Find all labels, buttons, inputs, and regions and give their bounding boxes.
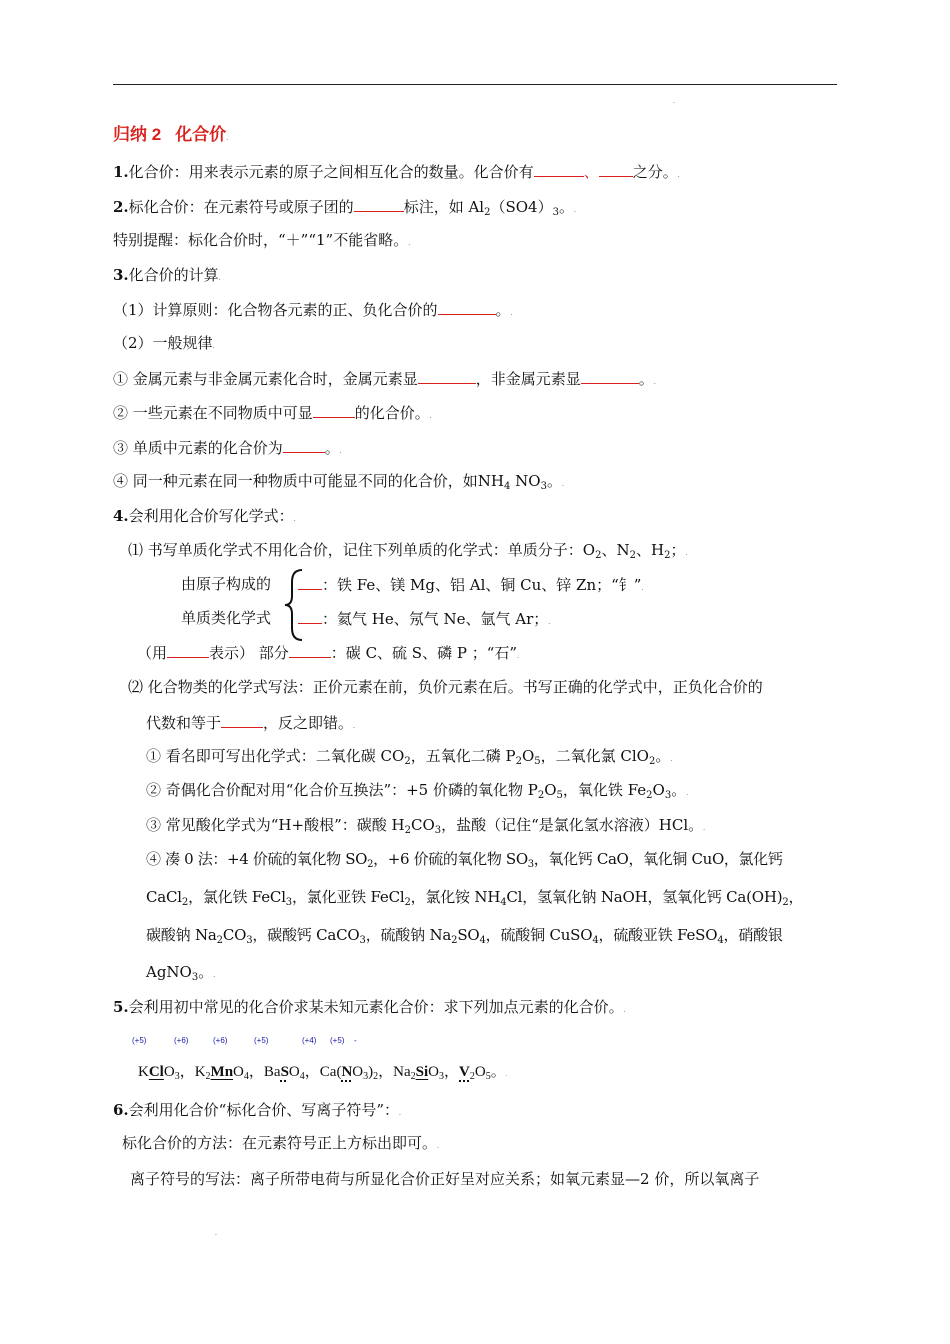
rule-1: ① 金属元素与非金属元素化合时，金属元素显 ，非金属元素显 。. — [113, 370, 656, 388]
ion-symbol-rule: 离子符号的写法：离子所带电荷与所显化合价正好呈对应关系；如氧元素显—2 价，所以氧离子 — [130, 1170, 760, 1188]
valence-label: (+6) — [213, 1036, 228, 1045]
header-rule — [113, 84, 837, 85]
item-4: 4.会利用化合价写化学式：. — [113, 507, 296, 525]
item-2: 2.标化合价：在元素符号或原子团的 标注，如 $Al_2(SO4)_3$。. — [113, 198, 576, 218]
compound-1: ① 看名即可写出化学式：二氧化碳 $CO_2$，五氧化二磷 $P_2O_5$，二氧化氯 ClO$_2$。. — [146, 747, 673, 767]
item-1: 1.化合价：用来表示元素的原子之间相互化合的数量。化合价有 、 之分。. — [113, 163, 680, 181]
atom-elements: ：铁 Fe、镁 Mg、铝 Al、铜 Cu、锌 Zn；“钅”. — [298, 574, 643, 599]
solid-elements: （用 表示） 部分 ：碳 C、硫 S、磷 P ；“石”. — [137, 644, 519, 662]
item-6: 6.会利用化合价“标化合价、写离子符号”：. — [113, 1101, 401, 1119]
compound-rule: ⑵ 化合物类的化学式写法：正价元素在前，负价元素在后。书写正确的化学式中，正负化合价的 — [128, 678, 763, 696]
item-5: 5.会利用初中常见的化合价求某未知元素化合价：求下列加点元素的化合价。. — [113, 998, 626, 1016]
valence-formulas: KClO$_3$，$K_2MnO_4$，BaSO$_4$，$Ca(NO_3)_2$，$Na_2SiO_3$，$V_2O_5$。. — [138, 1064, 508, 1082]
valence-tail: - — [354, 1036, 357, 1045]
rule-2: ② 一些元素在不同物质中可显 的化合价。. — [113, 404, 432, 422]
noble-label: 单质类化学式 — [181, 609, 272, 627]
compound-rule-cont: 代数和等于 ，反之即错。. — [146, 714, 355, 732]
valence-label: (+5) — [330, 1036, 345, 1045]
rule-3: ③ 单质中元素的化合价为 。. — [113, 439, 342, 457]
item-3: 3.化合价的计算. — [113, 266, 221, 284]
calc-principle: （1）计算原则：化合物各元素的正、负化合价的 。. — [113, 301, 513, 319]
rule-4: ④ 同一种元素在同一种物质中可能显不同的化合价，如$NH_4$ $NO_3$。. — [113, 472, 564, 492]
valence-method: 标化合价的方法：在元素符号正上方标出即可。. — [122, 1134, 439, 1152]
general-rules: （2）一般规律. — [113, 334, 215, 352]
valence-label: (+6) — [174, 1036, 189, 1045]
header-mark: . — [673, 98, 675, 105]
special-tip: 特别提醒：标化合价时，“＋”“1”不能省略。. — [113, 231, 411, 249]
compound-4-line-4: AgNO$_3$。. — [146, 963, 216, 983]
compound-3: ③ 常见酸化学式为“H+酸根”：碳酸 $H_2CO_3$，盐酸（记住“是氯化氢水溶液）HCl。. — [146, 816, 706, 836]
footer-mark: . — [215, 1230, 217, 1237]
valence-label: (+4) — [302, 1036, 317, 1045]
valence-label: (+5) — [254, 1036, 269, 1045]
valence-label: (+5) — [132, 1036, 147, 1045]
noble-gases: ：氦气 He、氖气 Ne、氩气 Ar；. — [298, 608, 550, 633]
atom-label: 由原子构成的 — [181, 575, 272, 593]
compound-4-line-3: 碳酸钠 $Na_2CO_3$，碳酸钙 CaCO$_3$，硫酸钠 $Na_2SO_4$，硫酸铜 CuSO$_4$，硫酸亚铁 FeSO$_4$，硝酸银 — [146, 926, 783, 946]
elements-formula: ⑴ 书写单质化学式不用化合价，记住下列单质的化学式：单质分子：$O_2$、$N_2$、$H_2$；. — [128, 541, 688, 561]
compound-2: ② 奇偶化合价配对用“化合价互换法”：+5 价磷的氧化物 $P_2O_5$，氧化铁 $Fe_2O_3$。. — [146, 781, 689, 801]
section-title: 归纳 2 化合价. — [113, 125, 229, 144]
compound-4: ④ 凑 0 法：+4 价硫的氧化物 $SO_2$，+6 价硫的氧化物 $SO_3$，氧化钙 CaO，氧化铜 CuO，氯化钙 — [146, 850, 783, 870]
compound-4-line-2: CaCl$_2$，氯化铁 FeCl$_3$，氯化亚铁 FeCl$_2$，氯化铵 $NH_4Cl$，氢氧化钠 NaOH，氢氧化钙 $Ca(OH)_2$， — [146, 888, 804, 908]
